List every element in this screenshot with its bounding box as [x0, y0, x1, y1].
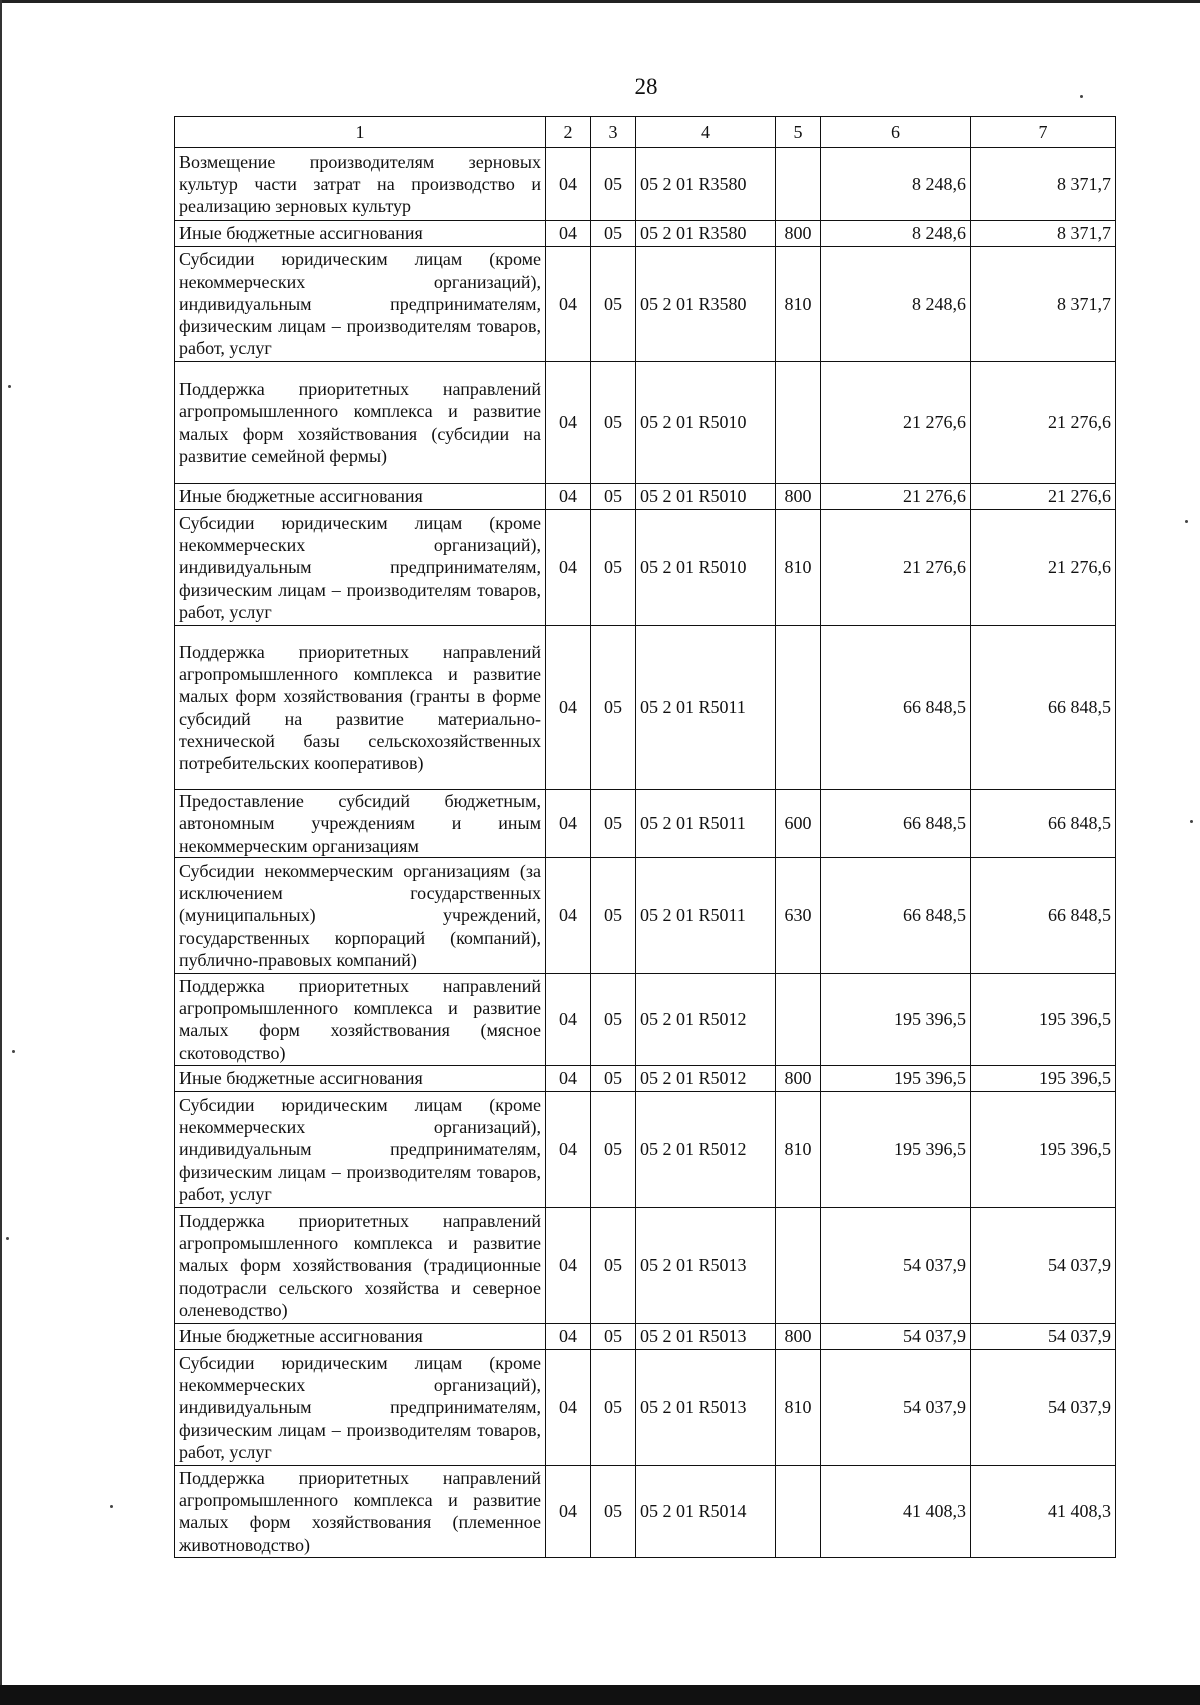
amount-year-1: 21 276,6 — [821, 362, 971, 484]
section-code: 04 — [546, 510, 591, 626]
target-article-code: 05 2 01 R5013 — [636, 1323, 776, 1349]
amount-year-1: 195 396,5 — [821, 1091, 971, 1207]
expense-type-code: 810 — [776, 247, 821, 362]
row-description: Субсидии юридическим лицам (кроме некоммерческих организаций), индивидуальным предпринимателям, физическим лицам – производителям товаров, работ, услуг — [175, 1349, 546, 1465]
table-row — [175, 510, 1116, 626]
subsection-code: 05 — [591, 148, 636, 221]
row-description: Поддержка приоритетных направлений агропромышленного комплекса и развитие малых форм хозяйствования (традиционные подотрасли сельского хозяйства и северное оленеводство) — [175, 1207, 546, 1323]
row-description: Субсидии юридическим лицам (кроме некоммерческих организаций), индивидуальным предпринимателям, физическим лицам – производителям товаров, работ, услуг — [175, 247, 546, 362]
column-header: 4 — [636, 117, 776, 148]
subsection-code: 05 — [591, 247, 636, 362]
column-header: 5 — [776, 117, 821, 148]
row-description: Поддержка приоритетных направлений агропромышленного комплекса и развитие малых форм хозяйствования (субсидии на развитие семейной фермы) — [175, 362, 546, 484]
subsection-code: 05 — [591, 973, 636, 1065]
table-row — [175, 148, 1116, 221]
scan-bottom-bar — [0, 1685, 1200, 1705]
target-article-code: 05 2 01 R3580 — [636, 148, 776, 221]
section-code: 04 — [546, 1065, 591, 1091]
table-row — [175, 790, 1116, 858]
amount-year-2: 195 396,5 — [971, 973, 1116, 1065]
amount-year-2: 54 037,9 — [971, 1349, 1116, 1465]
amount-year-2: 8 371,7 — [971, 148, 1116, 221]
subsection-code: 05 — [591, 1349, 636, 1465]
table-row — [175, 247, 1116, 362]
target-article-code: 05 2 01 R5010 — [636, 484, 776, 510]
amount-year-1: 66 848,5 — [821, 626, 971, 790]
table-row — [175, 1323, 1116, 1349]
amount-year-2: 195 396,5 — [971, 1065, 1116, 1091]
amount-year-2: 21 276,6 — [971, 484, 1116, 510]
amount-year-2: 8 371,7 — [971, 247, 1116, 362]
expense-type-code: 600 — [776, 790, 821, 858]
table-row — [175, 1465, 1116, 1557]
subsection-code: 05 — [591, 857, 636, 973]
scan-left-border — [0, 0, 2, 1705]
target-article-code: 05 2 01 R5010 — [636, 510, 776, 626]
target-article-code: 05 2 01 R3580 — [636, 221, 776, 247]
expense-type-code: 810 — [776, 510, 821, 626]
amount-year-1: 21 276,6 — [821, 484, 971, 510]
amount-year-1: 8 248,6 — [821, 221, 971, 247]
target-article-code: 05 2 01 R5013 — [636, 1349, 776, 1465]
amount-year-2: 66 848,5 — [971, 626, 1116, 790]
row-description: Субсидии юридическим лицам (кроме некоммерческих организаций), индивидуальным предпринимателям, физическим лицам – производителям товаров, работ, услуг — [175, 1091, 546, 1207]
amount-year-2: 54 037,9 — [971, 1207, 1116, 1323]
table-row — [175, 1065, 1116, 1091]
scan-speck — [8, 385, 11, 388]
target-article-code: 05 2 01 R5012 — [636, 1091, 776, 1207]
subsection-code: 05 — [591, 1465, 636, 1557]
expense-type-code: 800 — [776, 221, 821, 247]
amount-year-1: 21 276,6 — [821, 510, 971, 626]
row-description: Поддержка приоритетных направлений агропромышленного комплекса и развитие малых форм хозяйствования (мясное скотоводство) — [175, 973, 546, 1065]
table-row — [175, 973, 1116, 1065]
table-row — [175, 362, 1116, 484]
column-header: 1 — [175, 117, 546, 148]
amount-year-2: 66 848,5 — [971, 790, 1116, 858]
expense-type-code — [776, 148, 821, 221]
row-description: Возмещение производителям зерновых культур части затрат на производство и реализацию зерновых культур — [175, 148, 546, 221]
section-code: 04 — [546, 221, 591, 247]
section-code: 04 — [546, 148, 591, 221]
section-code: 04 — [546, 1207, 591, 1323]
amount-year-2: 66 848,5 — [971, 857, 1116, 973]
amount-year-1: 54 037,9 — [821, 1207, 971, 1323]
scan-top-border — [0, 0, 1200, 3]
scan-speck — [1185, 520, 1188, 523]
amount-year-2: 54 037,9 — [971, 1323, 1116, 1349]
table-row — [175, 626, 1116, 790]
row-description: Субсидии юридическим лицам (кроме некоммерческих организаций), индивидуальным предпринимателям, физическим лицам – производителям товаров, работ, услуг — [175, 510, 546, 626]
expense-type-code: 800 — [776, 1065, 821, 1091]
subsection-code: 05 — [591, 790, 636, 858]
expense-type-code: 800 — [776, 1323, 821, 1349]
target-article-code: 05 2 01 R5012 — [636, 1065, 776, 1091]
target-article-code: 05 2 01 R5010 — [636, 362, 776, 484]
target-article-code: 05 2 01 R5012 — [636, 973, 776, 1065]
expense-type-code — [776, 1207, 821, 1323]
section-code: 04 — [546, 1465, 591, 1557]
row-description: Предоставление субсидий бюджетным, автономным учреждениям и иным некоммерческим организациям — [175, 790, 546, 858]
row-description: Иные бюджетные ассигнования — [175, 1065, 546, 1091]
section-code: 04 — [546, 1091, 591, 1207]
row-description: Иные бюджетные ассигнования — [175, 484, 546, 510]
table-row — [175, 857, 1116, 973]
amount-year-2: 41 408,3 — [971, 1465, 1116, 1557]
section-code: 04 — [546, 362, 591, 484]
target-article-code: 05 2 01 R5014 — [636, 1465, 776, 1557]
column-header: 6 — [821, 117, 971, 148]
table-row — [175, 1207, 1116, 1323]
amount-year-1: 66 848,5 — [821, 790, 971, 858]
target-article-code: 05 2 01 R5013 — [636, 1207, 776, 1323]
row-description: Поддержка приоритетных направлений агропромышленного комплекса и развитие малых форм хозяйствования (гранты в форме субсидий на развитие материально-технической базы сельскохозяйственных потребительских кооперативов) — [175, 626, 546, 790]
scan-speck — [1080, 95, 1083, 98]
section-code: 04 — [546, 484, 591, 510]
column-header: 7 — [971, 117, 1116, 148]
expense-type-code — [776, 626, 821, 790]
section-code: 04 — [546, 790, 591, 858]
section-code: 04 — [546, 247, 591, 362]
target-article-code: 05 2 01 R5011 — [636, 626, 776, 790]
section-code: 04 — [546, 626, 591, 790]
row-description: Иные бюджетные ассигнования — [175, 221, 546, 247]
budget-table — [174, 116, 1116, 1558]
row-description: Иные бюджетные ассигнования — [175, 1323, 546, 1349]
row-description: Субсидии некоммерческим организациям (за исключением государственных (муниципальных) учреждений, государственных корпораций (компаний), публично-правовых компаний) — [175, 857, 546, 973]
amount-year-2: 8 371,7 — [971, 221, 1116, 247]
table-row — [175, 1349, 1116, 1465]
section-code: 04 — [546, 1323, 591, 1349]
subsection-code: 05 — [591, 484, 636, 510]
column-header: 3 — [591, 117, 636, 148]
expense-type-code: 630 — [776, 857, 821, 973]
scan-speck — [12, 1050, 15, 1053]
scan-speck — [6, 1237, 9, 1240]
header-row — [175, 117, 1116, 148]
expense-type-code: 800 — [776, 484, 821, 510]
row-description: Поддержка приоритетных направлений агропромышленного комплекса и развитие малых форм хозяйствования (племенное животноводство) — [175, 1465, 546, 1557]
amount-year-1: 8 248,6 — [821, 247, 971, 362]
table-row — [175, 221, 1116, 247]
section-code: 04 — [546, 973, 591, 1065]
amount-year-1: 54 037,9 — [821, 1323, 971, 1349]
target-article-code: 05 2 01 R5011 — [636, 857, 776, 973]
scan-speck — [1190, 820, 1193, 823]
expense-type-code: 810 — [776, 1349, 821, 1465]
subsection-code: 05 — [591, 1065, 636, 1091]
amount-year-1: 66 848,5 — [821, 857, 971, 973]
amount-year-1: 54 037,9 — [821, 1349, 971, 1465]
amount-year-1: 41 408,3 — [821, 1465, 971, 1557]
amount-year-1: 195 396,5 — [821, 973, 971, 1065]
target-article-code: 05 2 01 R5011 — [636, 790, 776, 858]
expense-type-code — [776, 362, 821, 484]
amount-year-2: 21 276,6 — [971, 362, 1116, 484]
amount-year-2: 21 276,6 — [971, 510, 1116, 626]
amount-year-2: 195 396,5 — [971, 1091, 1116, 1207]
scan-speck — [110, 1505, 113, 1508]
page-number: 28 — [634, 74, 658, 99]
subsection-code: 05 — [591, 221, 636, 247]
column-header: 2 — [546, 117, 591, 148]
expense-type-code: 810 — [776, 1091, 821, 1207]
expense-type-code — [776, 1465, 821, 1557]
subsection-code: 05 — [591, 1207, 636, 1323]
table-row — [175, 484, 1116, 510]
amount-year-1: 8 248,6 — [821, 148, 971, 221]
expense-type-code — [776, 973, 821, 1065]
subsection-code: 05 — [591, 1323, 636, 1349]
amount-year-1: 195 396,5 — [821, 1065, 971, 1091]
subsection-code: 05 — [591, 510, 636, 626]
target-article-code: 05 2 01 R3580 — [636, 247, 776, 362]
subsection-code: 05 — [591, 1091, 636, 1207]
table-row — [175, 1091, 1116, 1207]
section-code: 04 — [546, 857, 591, 973]
section-code: 04 — [546, 1349, 591, 1465]
subsection-code: 05 — [591, 362, 636, 484]
subsection-code: 05 — [591, 626, 636, 790]
